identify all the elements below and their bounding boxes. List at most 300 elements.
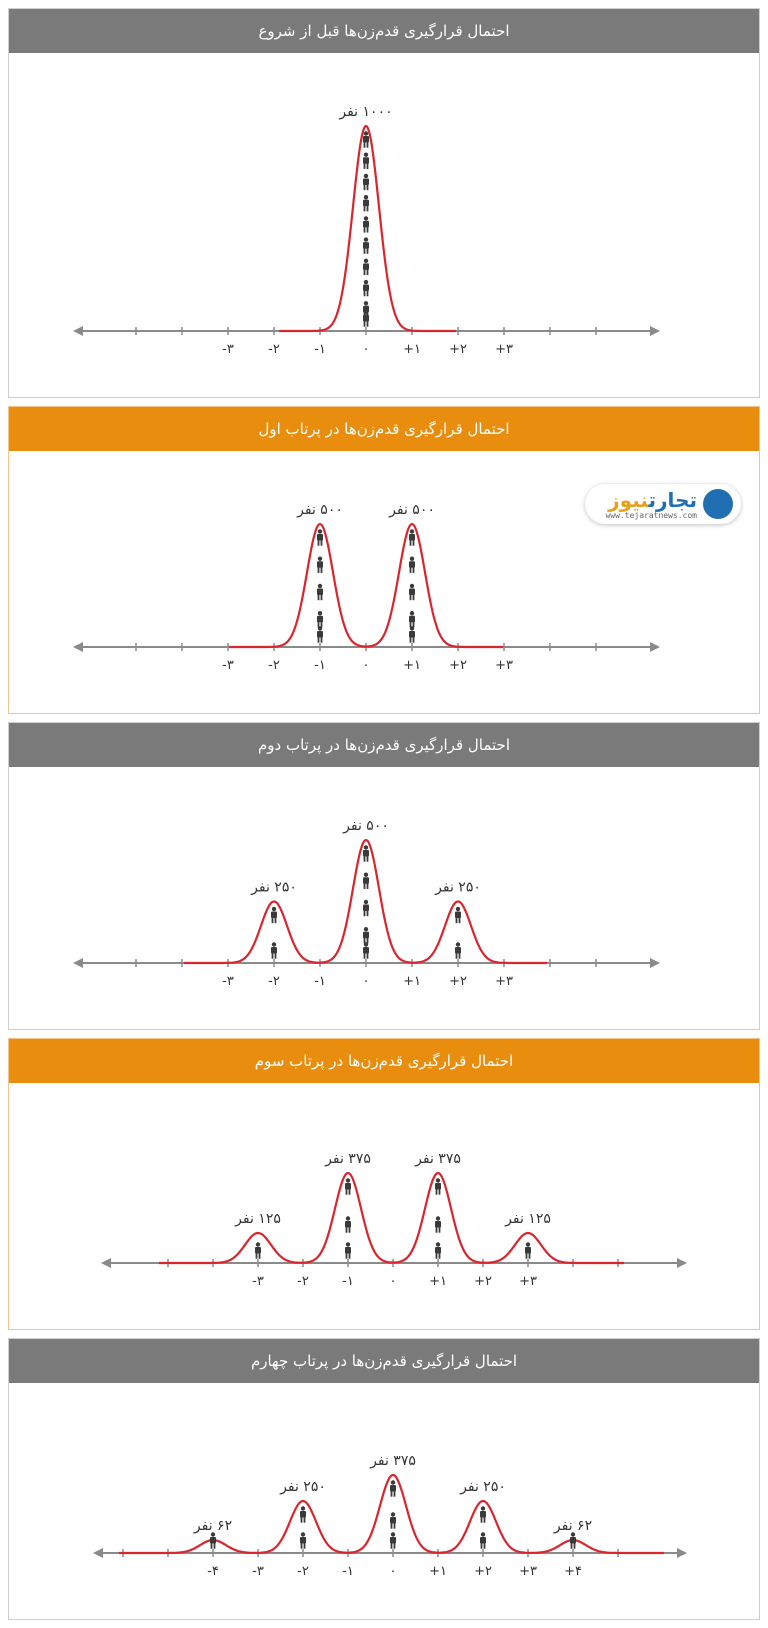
person-body (480, 1511, 486, 1518)
tick-label: ۰ (362, 342, 370, 357)
person-icon (390, 1512, 396, 1528)
person-icon (435, 1178, 441, 1194)
axis-arrow-right (677, 1548, 687, 1558)
person-body (317, 534, 323, 541)
person-leg (321, 567, 323, 573)
person-body (363, 178, 369, 185)
tick-label: ۰ (389, 1274, 397, 1289)
person-leg (413, 540, 415, 546)
person-head (318, 529, 322, 533)
person-leg (571, 1543, 573, 1549)
person-head (410, 557, 414, 561)
person-icon (480, 1532, 486, 1548)
axis-arrow-left (73, 642, 83, 652)
person-head (364, 310, 368, 314)
person-icon (363, 900, 369, 916)
person-leg (272, 953, 274, 959)
tick-label: -۳ (222, 658, 234, 673)
tick-label: -۲ (268, 658, 280, 673)
person-body (435, 1247, 441, 1254)
person-leg (436, 1253, 438, 1259)
person-head (364, 259, 368, 263)
distribution-curve (229, 524, 503, 647)
peak-count-label: ۵۰۰ نفر (343, 818, 389, 834)
person-head (346, 1178, 350, 1182)
tick-label: +۲ (449, 658, 467, 673)
person-leg (349, 1189, 351, 1195)
tick-label: ۰ (362, 974, 370, 989)
person-leg (364, 206, 366, 212)
peak-count-label: ۶۲ نفر (193, 1518, 233, 1535)
person-leg (413, 567, 415, 573)
person-leg (367, 856, 369, 862)
person-icon (363, 280, 369, 296)
logo-url: www.tejaratnews.com (605, 511, 697, 520)
person-head (526, 1242, 530, 1246)
person-icon (300, 1532, 306, 1548)
person-leg (367, 163, 369, 169)
person-leg (364, 270, 366, 276)
person-leg (367, 227, 369, 233)
person-leg (272, 918, 274, 924)
peak-count-label: ۲۵۰ نفر (251, 879, 297, 896)
person-head (364, 900, 368, 904)
person-icon (409, 626, 415, 642)
person-body (363, 947, 369, 954)
person-body (300, 1511, 306, 1518)
person-head (272, 907, 276, 911)
person-leg (318, 595, 320, 601)
person-head (301, 1506, 305, 1510)
person-leg (413, 637, 415, 643)
panel-title: احتمال قرارگیری قدم‌زن‌ها در پرتاب اول (9, 407, 759, 451)
person-icon (435, 1216, 441, 1232)
person-leg (364, 883, 366, 889)
person-head (364, 873, 368, 877)
person-leg (456, 918, 458, 924)
person-head (318, 611, 322, 615)
person-body (455, 912, 461, 919)
person-body (271, 912, 277, 919)
person-body (363, 905, 369, 912)
person-leg (304, 1543, 306, 1549)
person-icon (409, 584, 415, 600)
chart-throw-4 (9, 1383, 761, 1619)
peak-count-label: ۶۲ نفر (553, 1518, 593, 1535)
person-head (391, 1512, 395, 1516)
person-leg (439, 1227, 441, 1233)
person-head (481, 1506, 485, 1510)
person-icon (363, 873, 369, 889)
peak-count-label: ۱۲۵ نفر (235, 1211, 281, 1227)
person-icon (210, 1532, 216, 1548)
person-leg (211, 1543, 213, 1549)
person-leg (259, 1253, 261, 1259)
panel-throw-3 (8, 1038, 760, 1330)
person-body (345, 1247, 351, 1254)
person-body (363, 136, 369, 143)
person-head (364, 301, 368, 305)
person-body (345, 1183, 351, 1190)
person-body (363, 285, 369, 292)
person-body (363, 200, 369, 207)
person-leg (484, 1517, 486, 1523)
person-leg (459, 918, 461, 924)
person-leg (256, 1253, 258, 1259)
person-icon (345, 1216, 351, 1232)
person-icon (317, 584, 323, 600)
person-head (364, 280, 368, 284)
person-leg (410, 540, 412, 546)
person-icon (455, 942, 461, 958)
person-leg (391, 1523, 393, 1529)
tick-label: +۳ (495, 974, 513, 989)
person-icon (363, 131, 369, 147)
person-head (410, 626, 414, 630)
person-leg (364, 185, 366, 191)
person-leg (364, 142, 366, 148)
person-head (364, 845, 368, 849)
panel-throw-1 (8, 406, 760, 714)
person-leg (394, 1543, 396, 1549)
person-head (456, 907, 460, 911)
person-icon (255, 1242, 261, 1258)
person-head (318, 626, 322, 630)
panel-title: احتمال قرارگیری قدم‌زن‌ها در پرتاب چهارم (9, 1339, 759, 1383)
peak-count-label: ۳۷۵ نفر (415, 1151, 461, 1167)
tick-label: +۳ (519, 1274, 537, 1289)
tick-label: +۳ (495, 658, 513, 673)
person-icon (345, 1242, 351, 1258)
person-body (390, 1485, 396, 1492)
peak-count-label: ۲۵۰ نفر (435, 879, 481, 896)
person-head (301, 1532, 305, 1536)
person-leg (367, 248, 369, 254)
person-icon (300, 1506, 306, 1522)
person-head (346, 1242, 350, 1246)
panel-start (8, 8, 760, 398)
person-icon (363, 237, 369, 253)
person-leg (321, 637, 323, 643)
tick-label: +۳ (519, 1564, 537, 1579)
person-body (363, 932, 369, 939)
peak-count-label: ۲۵۰ نفر (460, 1479, 506, 1495)
tick-label: +۱ (403, 342, 421, 357)
person-leg (459, 953, 461, 959)
person-leg (410, 567, 412, 573)
person-body (363, 877, 369, 884)
person-leg (364, 227, 366, 233)
person-leg (364, 321, 366, 327)
axis-arrow-left (93, 1548, 103, 1558)
peak-count-label: ۵۰۰ نفر (389, 502, 435, 518)
person-head (364, 174, 368, 178)
person-leg (436, 1189, 438, 1195)
person-leg (410, 637, 412, 643)
person-head (364, 131, 368, 135)
person-leg (574, 1543, 576, 1549)
person-icon (409, 529, 415, 545)
person-body (317, 589, 323, 596)
person-icon (271, 907, 277, 923)
person-head (272, 942, 276, 946)
person-leg (436, 1227, 438, 1233)
person-body (210, 1537, 216, 1544)
person-head (364, 216, 368, 220)
person-leg (321, 595, 323, 601)
person-head (391, 1532, 395, 1536)
person-leg (484, 1543, 486, 1549)
panel-throw-2 (8, 722, 760, 1030)
tick-label: -۳ (222, 974, 234, 989)
person-body (317, 561, 323, 568)
person-leg (413, 595, 415, 601)
tick-label: -۱ (314, 974, 326, 989)
axis-arrow-right (650, 642, 660, 652)
person-body (363, 157, 369, 164)
person-leg (391, 1491, 393, 1497)
person-leg (346, 1227, 348, 1233)
person-leg (304, 1517, 306, 1523)
person-leg (439, 1189, 441, 1195)
person-leg (367, 185, 369, 191)
person-leg (439, 1253, 441, 1259)
person-leg (364, 248, 366, 254)
panel-title: احتمال قرارگیری قدم‌زن‌ها قبل از شروع (9, 9, 759, 53)
person-icon (345, 1178, 351, 1194)
person-leg (367, 321, 369, 327)
person-body (317, 631, 323, 638)
person-leg (481, 1517, 483, 1523)
tick-label: +۱ (429, 1274, 447, 1289)
person-icon (363, 845, 369, 861)
tick-label: -۳ (222, 342, 234, 357)
person-body (363, 263, 369, 270)
panel-throw-4 (8, 1338, 760, 1620)
axis-arrow-right (650, 326, 660, 336)
tick-label: -۳ (252, 1564, 264, 1579)
person-leg (318, 540, 320, 546)
person-head (364, 195, 368, 199)
panel-title: احتمال قرارگیری قدم‌زن‌ها در پرتاب دوم (9, 723, 759, 767)
person-head (481, 1532, 485, 1536)
person-icon (390, 1532, 396, 1548)
person-leg (364, 856, 366, 862)
axis-arrow-right (650, 958, 660, 968)
tick-label: -۱ (314, 342, 326, 357)
person-leg (367, 270, 369, 276)
peak-count-label: ۵۰۰ نفر (297, 502, 343, 518)
person-body (363, 242, 369, 249)
person-body (455, 947, 461, 954)
person-icon (480, 1506, 486, 1522)
axis-arrow-left (73, 958, 83, 968)
person-leg (410, 595, 412, 601)
person-body (363, 221, 369, 228)
person-body (525, 1247, 531, 1254)
tick-label: +۲ (474, 1564, 492, 1579)
person-leg (321, 540, 323, 546)
logo-arrow-icon (703, 489, 733, 519)
person-body (409, 534, 415, 541)
person-head (364, 237, 368, 241)
person-head (364, 942, 368, 946)
person-icon (363, 174, 369, 190)
person-icon (271, 942, 277, 958)
person-body (480, 1537, 486, 1544)
person-body (409, 561, 415, 568)
person-body (271, 947, 277, 954)
person-body (409, 589, 415, 596)
person-icon (525, 1242, 531, 1258)
tick-label: -۲ (268, 974, 280, 989)
person-leg (275, 953, 277, 959)
person-icon (409, 611, 415, 627)
person-icon (363, 195, 369, 211)
person-head (436, 1242, 440, 1246)
tick-label: +۴ (564, 1564, 582, 1579)
person-icon (363, 153, 369, 169)
person-icon (317, 611, 323, 627)
distribution-curve (159, 1173, 624, 1263)
person-leg (367, 206, 369, 212)
person-head (410, 611, 414, 615)
person-head (318, 584, 322, 588)
person-leg (394, 1523, 396, 1529)
panel-title: احتمال قرارگیری قدم‌زن‌ها در پرتاب سوم (9, 1039, 759, 1083)
person-leg (364, 163, 366, 169)
person-icon (363, 310, 369, 326)
peak-count-label: ۳۷۵ نفر (370, 1453, 416, 1469)
person-body (345, 1221, 351, 1228)
chart-throw-3 (9, 1083, 761, 1329)
person-icon (317, 529, 323, 545)
person-leg (391, 1543, 393, 1549)
axis-arrow-left (73, 326, 83, 336)
person-leg (349, 1227, 351, 1233)
tick-label: -۴ (207, 1564, 219, 1579)
logo-name: تجارتنیوز (608, 488, 697, 512)
person-head (364, 153, 368, 157)
person-head (436, 1216, 440, 1220)
tick-label: +۳ (495, 342, 513, 357)
person-head (436, 1178, 440, 1182)
person-leg (301, 1543, 303, 1549)
person-leg (318, 637, 320, 643)
person-head (346, 1216, 350, 1220)
person-icon (570, 1532, 576, 1548)
person-head (410, 529, 414, 533)
tick-label: -۱ (314, 658, 326, 673)
tick-label: -۱ (342, 1564, 354, 1579)
person-leg (364, 911, 366, 917)
person-body (409, 616, 415, 623)
person-icon (317, 626, 323, 642)
tick-label: +۲ (474, 1274, 492, 1289)
person-leg (367, 142, 369, 148)
tick-label: -۳ (252, 1274, 264, 1289)
person-head (391, 1480, 395, 1484)
person-icon (363, 216, 369, 232)
person-leg (301, 1517, 303, 1523)
tick-label: +۲ (449, 342, 467, 357)
person-body (317, 616, 323, 623)
person-body (435, 1221, 441, 1228)
axis-arrow-right (677, 1258, 687, 1268)
tick-label: +۱ (403, 658, 421, 673)
tick-label: +۱ (403, 974, 421, 989)
tick-label: +۱ (429, 1564, 447, 1579)
person-leg (364, 291, 366, 297)
person-body (363, 315, 369, 322)
tejaratnews-logo (585, 484, 741, 524)
person-head (256, 1242, 260, 1246)
tick-label: ۰ (389, 1564, 397, 1579)
person-leg (367, 883, 369, 889)
person-leg (367, 953, 369, 959)
person-leg (349, 1253, 351, 1259)
tick-label: -۲ (268, 342, 280, 357)
peak-count-label: ۱۲۵ نفر (505, 1211, 551, 1227)
person-icon (455, 907, 461, 923)
person-icon (409, 557, 415, 573)
person-body (255, 1247, 261, 1254)
peak-count-label: ۲۵۰ نفر (280, 1479, 326, 1495)
person-body (409, 631, 415, 638)
tick-label: -۱ (342, 1274, 354, 1289)
person-leg (367, 911, 369, 917)
person-body (300, 1537, 306, 1544)
person-leg (394, 1491, 396, 1497)
person-leg (456, 953, 458, 959)
chart-throw-2 (9, 767, 761, 1029)
person-leg (481, 1543, 483, 1549)
person-icon (317, 557, 323, 573)
person-leg (346, 1253, 348, 1259)
peak-count-label: ۳۷۵ نفر (325, 1151, 371, 1167)
person-body (390, 1517, 396, 1524)
person-leg (275, 918, 277, 924)
peak-count-label: ۱۰۰۰ نفر (339, 104, 393, 120)
person-icon (390, 1480, 396, 1496)
tick-label: +۲ (449, 974, 467, 989)
person-body (390, 1537, 396, 1544)
tick-label: -۲ (297, 1564, 309, 1579)
person-head (364, 927, 368, 931)
tick-label: ۰ (362, 658, 370, 673)
chart-start (9, 53, 761, 397)
person-head (318, 557, 322, 561)
person-leg (367, 291, 369, 297)
person-body (570, 1537, 576, 1544)
person-leg (318, 567, 320, 573)
person-icon (435, 1242, 441, 1258)
person-leg (529, 1253, 531, 1259)
axis-arrow-left (101, 1258, 111, 1268)
person-body (435, 1183, 441, 1190)
person-head (456, 942, 460, 946)
person-icon (363, 942, 369, 958)
person-leg (364, 953, 366, 959)
person-leg (346, 1189, 348, 1195)
tick-label: -۲ (297, 1274, 309, 1289)
person-icon (363, 927, 369, 943)
person-head (410, 584, 414, 588)
person-leg (214, 1543, 216, 1549)
person-leg (526, 1253, 528, 1259)
person-body (363, 850, 369, 857)
person-icon (363, 259, 369, 275)
